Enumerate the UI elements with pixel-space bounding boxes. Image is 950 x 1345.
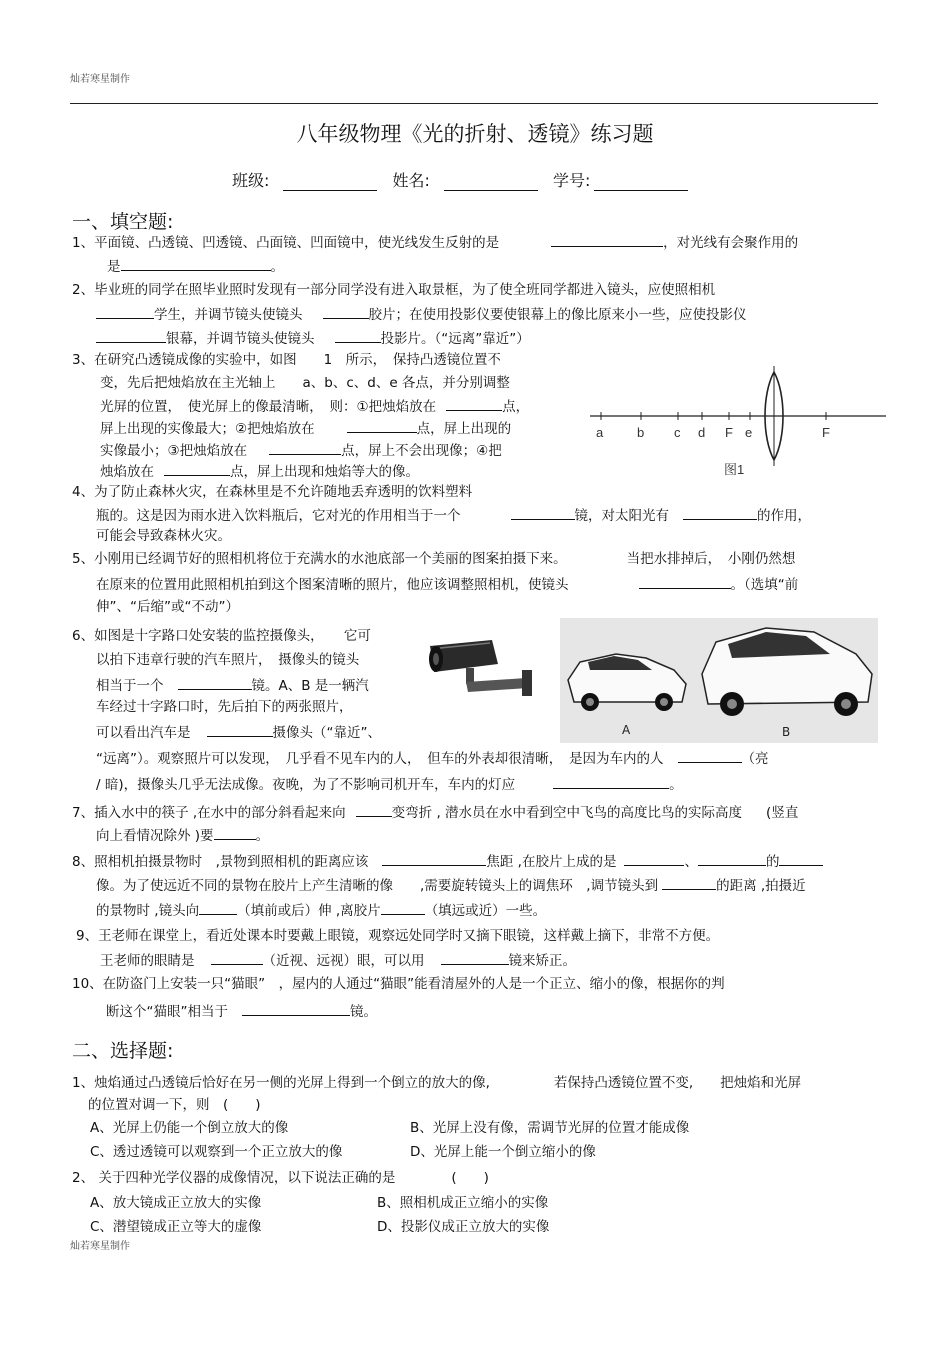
q9-blank2[interactable] <box>441 950 509 965</box>
q6-line6: “远离”）。观察照片可以发现， 几乎看不见车内的人， 但车的外表却很清晰， 是因为车内的人 （亮 <box>96 748 769 768</box>
point-b: b <box>637 425 645 440</box>
q2-blank3[interactable] <box>96 328 166 343</box>
q5-line1: 5、小刚用已经调节好的照相机将位于充满水的水池底部一个美丽的图案拍摄下来。 当把水排掉后， 小刚仍然想 <box>72 551 796 567</box>
figure-1-caption: 图1 <box>724 462 745 477</box>
q1-blank2[interactable] <box>121 256 271 271</box>
q2-line2: 学生，并调节镜头使镜头 胶片；在使用投影仪要使银幕上的像比原来小一些，应使投影仪 <box>96 304 747 324</box>
section-choice-heading: 二、选择题: <box>72 1040 174 1062</box>
mc1-option-b[interactable]: B、光屏上没有像，需调节光屏的位置才能成像 <box>410 1120 690 1136</box>
q9-line2: 王老师的眼睛是 （近视、远视）眼，可以用 镜来矫正。 <box>100 950 576 970</box>
student-info <box>232 168 698 191</box>
q1-line2: 是 。 <box>107 256 284 276</box>
q8-line1: 8、照相机拍摄景物时 ,景物到照相机的距离应该 焦距 ,在胶片上成的是 、 的 <box>72 851 823 871</box>
q2-line1: 2、毕业班的同学在照毕业照时发现有一部分同学没有进入取景框，为了使全班同学都进入镜头，应使照相机 <box>72 282 716 298</box>
class-label: 班级: <box>232 171 270 190</box>
name-field[interactable] <box>444 174 538 191</box>
q6-line5: 可以看出汽车是 摄像头（“靠近”、 <box>96 722 381 742</box>
security-camera-image <box>426 628 536 698</box>
name-label: 姓名: <box>392 171 430 190</box>
q7-blank1[interactable] <box>356 802 392 817</box>
photo-label-a: A <box>622 723 631 737</box>
figure-1-lens-diagram <box>588 366 888 481</box>
q3-line6: 烛焰放在 点，屏上出现和烛焰等大的像。 <box>100 461 419 481</box>
q3-line4: 屏上出现的实像最大；②把烛焰放在 点，屏上出现的 <box>100 418 511 438</box>
header-rule <box>70 103 878 104</box>
q6-line1: 6、如图是十字路口处安装的监控摄像头， 它可 <box>72 628 371 644</box>
q2-blank2[interactable] <box>323 304 369 319</box>
q2-blank4[interactable] <box>335 328 381 343</box>
header-watermark: 灿若寒星制作 <box>70 74 130 85</box>
q3-blank4[interactable] <box>164 461 230 476</box>
q3-line1: 3、在研究凸透镜成像的实验中，如图 1 所示， 保持凸透镜位置不 <box>72 352 501 368</box>
q3-line5: 实像最小；③把烛焰放在 点，屏上不会出现像；④把 <box>100 440 502 460</box>
q4-blank1[interactable] <box>511 505 575 520</box>
q4-line3: 可能会导致森林火灾。 <box>96 528 231 544</box>
lens-diagram-svg <box>588 366 888 481</box>
q8-line3: 的景物时 ,镜头向 （填前或后）伸 ,离胶片 （填远或近）一些。 <box>96 900 546 920</box>
point-F-right: F <box>822 425 830 440</box>
q10-blank1[interactable] <box>242 1001 350 1016</box>
q9-blank1[interactable] <box>211 950 263 965</box>
q8-blank5[interactable] <box>662 875 716 890</box>
q7-blank2[interactable] <box>214 825 256 840</box>
q8-blank2[interactable] <box>624 851 684 866</box>
q6-blank1[interactable] <box>178 675 252 690</box>
point-c: c <box>674 425 681 440</box>
q3-line3: 光屏的位置， 使光屏上的像最清晰， 则：①把烛焰放在 点， <box>100 396 529 416</box>
q8-blank6[interactable] <box>199 900 237 915</box>
q7-line1: 7、插入水中的筷子 ,在水中的部分斜看起来向 变弯折 , 潜水员在水中看到空中飞鸟的高度比鸟的实际高度 (竖直 <box>72 802 798 822</box>
q8-blank7[interactable] <box>381 900 425 915</box>
q5-line2: 在原来的位置用此照相机拍到这个图案清晰的照片，他应该调整照相机，使镜头 。（选填“前 <box>96 574 798 594</box>
q8-line2: 像。为了使远近不同的景物在胶片上产生清晰的像 ,需要旋转镜头上的调焦环 ,调节镜头到 的距离 ,拍摄近 <box>96 875 806 895</box>
q5-line3: 伸”、“后缩”或“不动”） <box>96 599 239 615</box>
mc2-option-c[interactable]: C、潜望镜成正立等大的虚像 <box>90 1219 262 1235</box>
mc1-option-d[interactable]: D、光屏上能一个倒立缩小的像 <box>410 1144 596 1160</box>
footer-watermark: 灿若寒星制作 <box>70 1241 130 1252</box>
mc1-option-c[interactable]: C、透过透镜可以观察到一个正立放大的像 <box>90 1144 343 1160</box>
q9-line1: 9、王老师在课堂上，看近处课本时要戴上眼镜，观察远处同学时又摘下眼镜，这样戴上摘下，非常不方便。 <box>76 928 720 944</box>
mc2-option-a[interactable]: A、放大镜成正立放大的实像 <box>90 1195 262 1211</box>
id-field[interactable] <box>594 174 688 191</box>
q6-line3: 相当于一个 镜。A、B 是一辆汽 <box>96 675 369 695</box>
q5-blank1[interactable] <box>639 574 731 589</box>
q1-blank1[interactable] <box>551 232 663 247</box>
mc1-option-a[interactable]: A、光屏上仍能一个倒立放大的像 <box>90 1120 289 1136</box>
point-e: e <box>745 425 753 440</box>
mc1-stem-line2: 的位置对调一下，则 ( ) <box>88 1097 261 1113</box>
q10-line1: 10、在防盗门上安装一只“猫眼” ，屋内的人通过“猫眼”能看清屋外的人是一个正立、缩小的像，根据你的判 <box>72 976 725 992</box>
class-field[interactable] <box>283 174 377 191</box>
q6-blank4[interactable] <box>553 774 669 789</box>
q8-blank3[interactable] <box>698 851 766 866</box>
q4-line2: 瓶的。这是因为雨水进入饮料瓶后，它对光的作用相当于一个 镜，对太阳光有 的作用， <box>96 505 811 525</box>
q1-line1: 1、平面镜、凸透镜、凹透镜、凸面镜、凹面镜中，使光线发生反射的是 ，对光线有会聚作用的 <box>72 232 798 252</box>
mc1-stem-line1: 1、烛焰通过凸透镜后恰好在另一侧的光屏上得到一个倒立的放大的像, 若保持凸透镜位置不变, 把烛焰和光屏 <box>72 1075 802 1091</box>
q3-blank2[interactable] <box>347 418 417 433</box>
q2-blank1[interactable] <box>96 304 154 319</box>
q4-line1: 4、为了防止森林火灾，在森林里是不允许随地丢弃透明的饮料塑料 <box>72 484 473 500</box>
q6-line2: 以拍下违章行驶的汽车照片， 摄像头的镜头 <box>96 652 360 668</box>
id-label: 学号: <box>553 171 591 190</box>
section-fill-heading: 一、填空题: <box>72 211 174 233</box>
page-title: 八年级物理《光的折射、透镜》练习题 <box>296 122 654 146</box>
q6-line7: / 暗)，摄像头几乎无法成像。夜晚，为了不影响司机开车，车内的灯应 。 <box>96 774 683 794</box>
point-a: a <box>596 425 604 440</box>
q8-blank4[interactable] <box>779 851 823 866</box>
q6-blank2[interactable] <box>207 722 273 737</box>
point-d: d <box>698 425 706 440</box>
q6-line4: 车经过十字路口时，先后拍下的两张照片， <box>96 699 353 715</box>
car-photo-svg <box>560 618 878 743</box>
mc2-stem: 2、 关于四种光学仪器的成像情况，以下说法正确的是 ( ) <box>72 1170 489 1186</box>
q3-line2: 变，先后把烛焰放在主光轴上 a、b、c、d、e 各点，并分别调整 <box>100 375 510 391</box>
mc2-option-d[interactable]: D、投影仪成正立放大的实像 <box>377 1219 550 1235</box>
photo-label-b: B <box>782 725 791 739</box>
q3-blank3[interactable] <box>269 440 341 455</box>
mc2-option-b[interactable]: B、照相机成正立缩小的实像 <box>377 1195 549 1211</box>
q7-line2: 向上看情况除外 )要 。 <box>96 825 269 845</box>
q8-blank1[interactable] <box>382 851 486 866</box>
point-F-left: F <box>725 425 733 440</box>
q6-blank3[interactable] <box>678 748 742 763</box>
q2-line3: 银幕，并调节镜头使镜头 投影片。（“远离”靠近”） <box>96 328 530 348</box>
q10-line2: 断这个“猫眼”相当于 镜。 <box>106 1001 377 1021</box>
q3-blank1[interactable] <box>446 396 502 411</box>
q4-blank2[interactable] <box>683 505 757 520</box>
car-photos <box>560 618 878 743</box>
